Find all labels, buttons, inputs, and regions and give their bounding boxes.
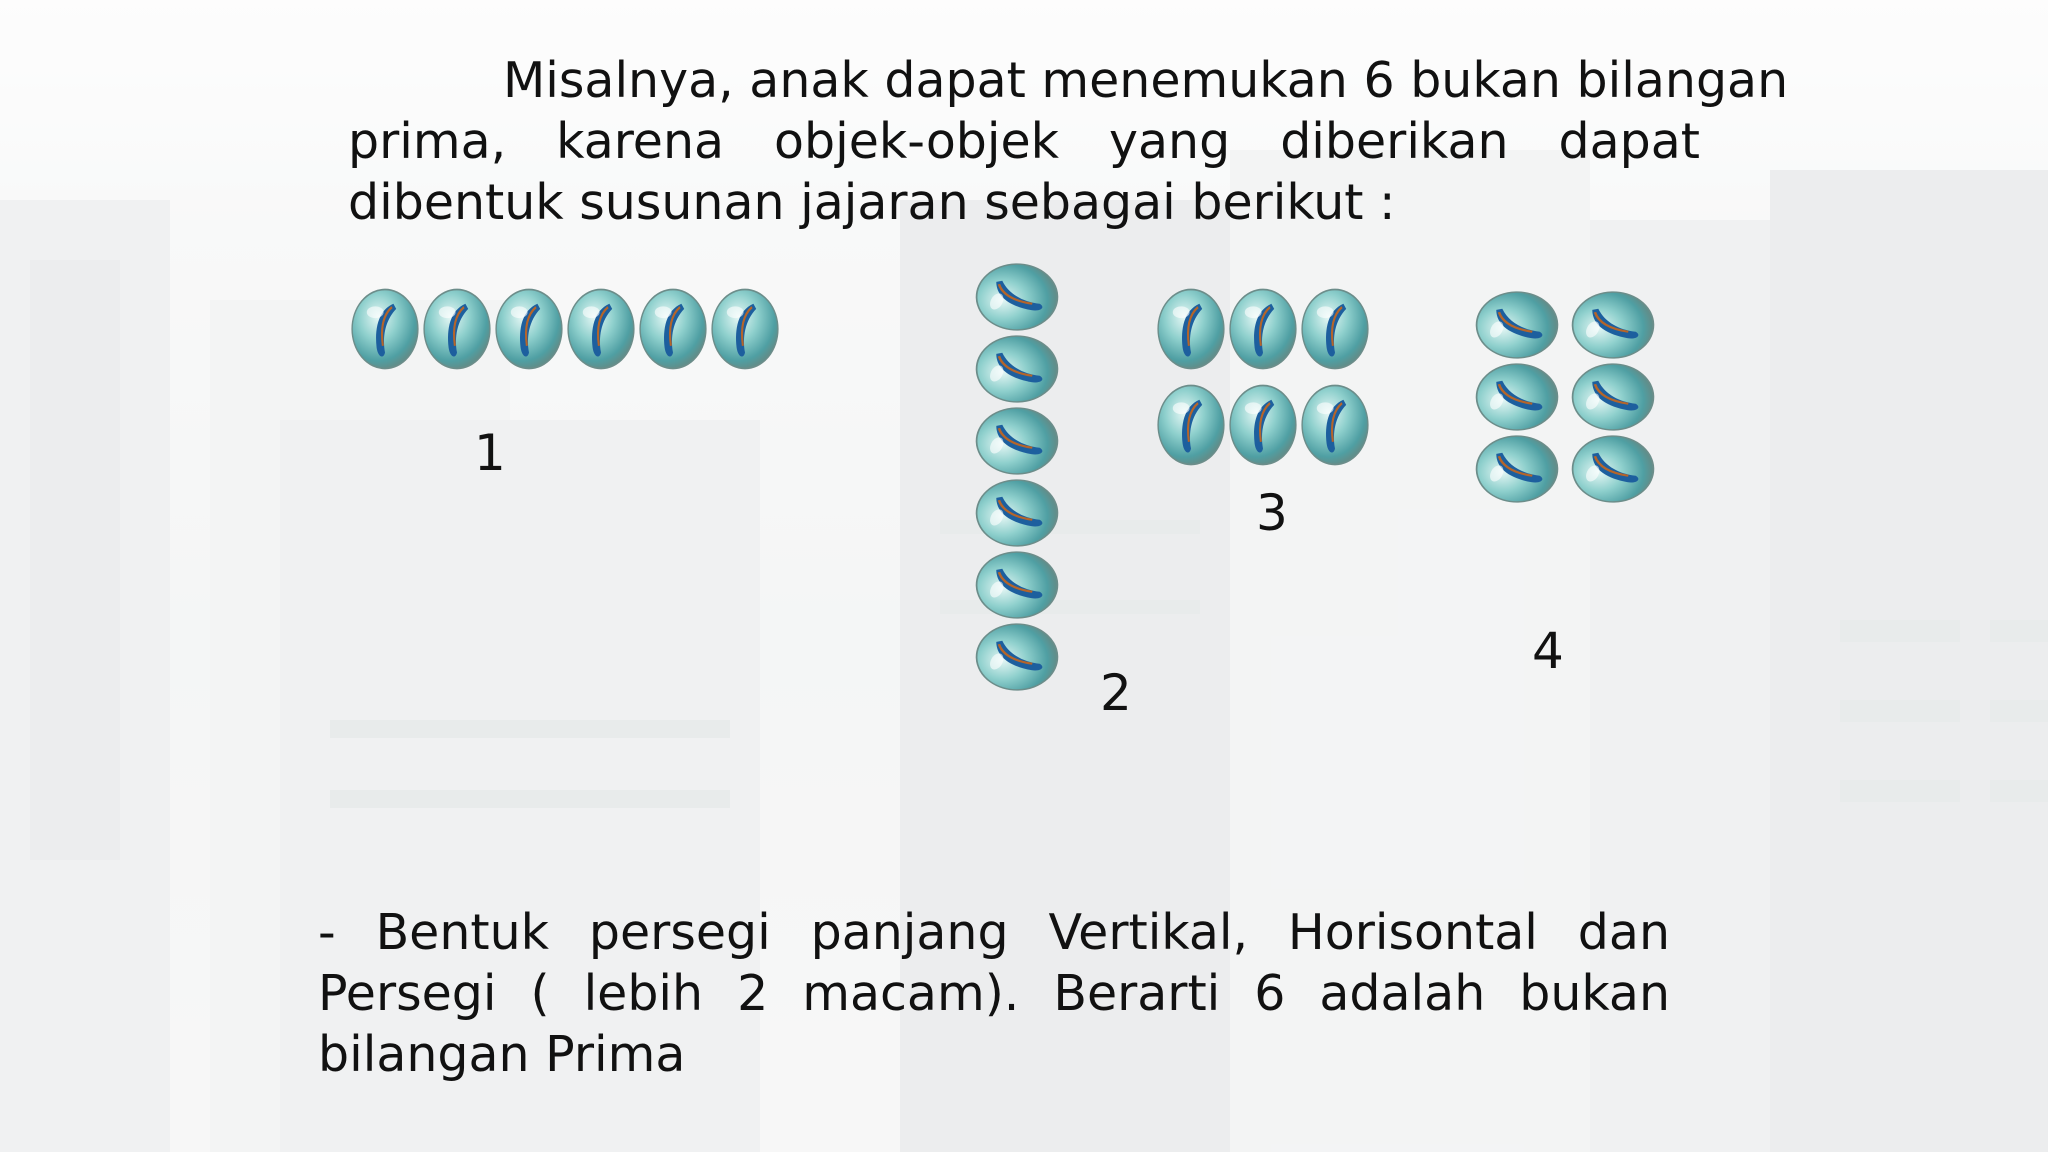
marble: [1300, 383, 1370, 471]
marble: [974, 334, 1060, 408]
marble: [974, 622, 1060, 696]
marble: [1228, 383, 1298, 471]
conclusion-line-1: - Bentuk persegi panjang Vertikal, Horisontal dan: [318, 904, 1670, 961]
marble: [350, 287, 420, 375]
conclusion-line-2: Persegi ( lebih 2 macam). Berarti 6 adalah bukan: [318, 965, 1670, 1022]
marble: [422, 287, 492, 375]
marble: [1228, 287, 1298, 375]
marble: [494, 287, 564, 375]
marble: [710, 287, 780, 375]
intro-line-3: dibentuk susunan jajaran sebagai berikut :: [348, 174, 1396, 231]
marble: [1156, 287, 1226, 375]
marble: [1474, 434, 1560, 508]
arrangement-1-label: 1: [474, 424, 506, 482]
intro-line-2: prima, karena objek-objek yang diberikan dapat: [348, 113, 1700, 170]
marble: [1300, 287, 1370, 375]
conclusion-paragraph: [318, 902, 1670, 1085]
arrangement-3-label: 3: [1256, 484, 1288, 542]
marble: [1474, 362, 1560, 436]
marble: [1156, 383, 1226, 471]
conclusion-line-3: bilangan Prima: [318, 1026, 686, 1083]
arrangement-2-label: 2: [1100, 664, 1132, 722]
marble: [1570, 290, 1656, 364]
marble: [974, 550, 1060, 624]
intro-line-1: Misalnya, anak dapat menemukan 6 bukan bilangan: [503, 52, 1789, 109]
marble: [1474, 290, 1560, 364]
marble: [638, 287, 708, 375]
marble: [1570, 434, 1656, 508]
arrangement-4-label: 4: [1532, 622, 1564, 680]
intro-paragraph: [348, 50, 1789, 233]
marble: [1570, 362, 1656, 436]
marble: [974, 262, 1060, 336]
marble: [974, 406, 1060, 480]
marble: [974, 478, 1060, 552]
marble: [566, 287, 636, 375]
